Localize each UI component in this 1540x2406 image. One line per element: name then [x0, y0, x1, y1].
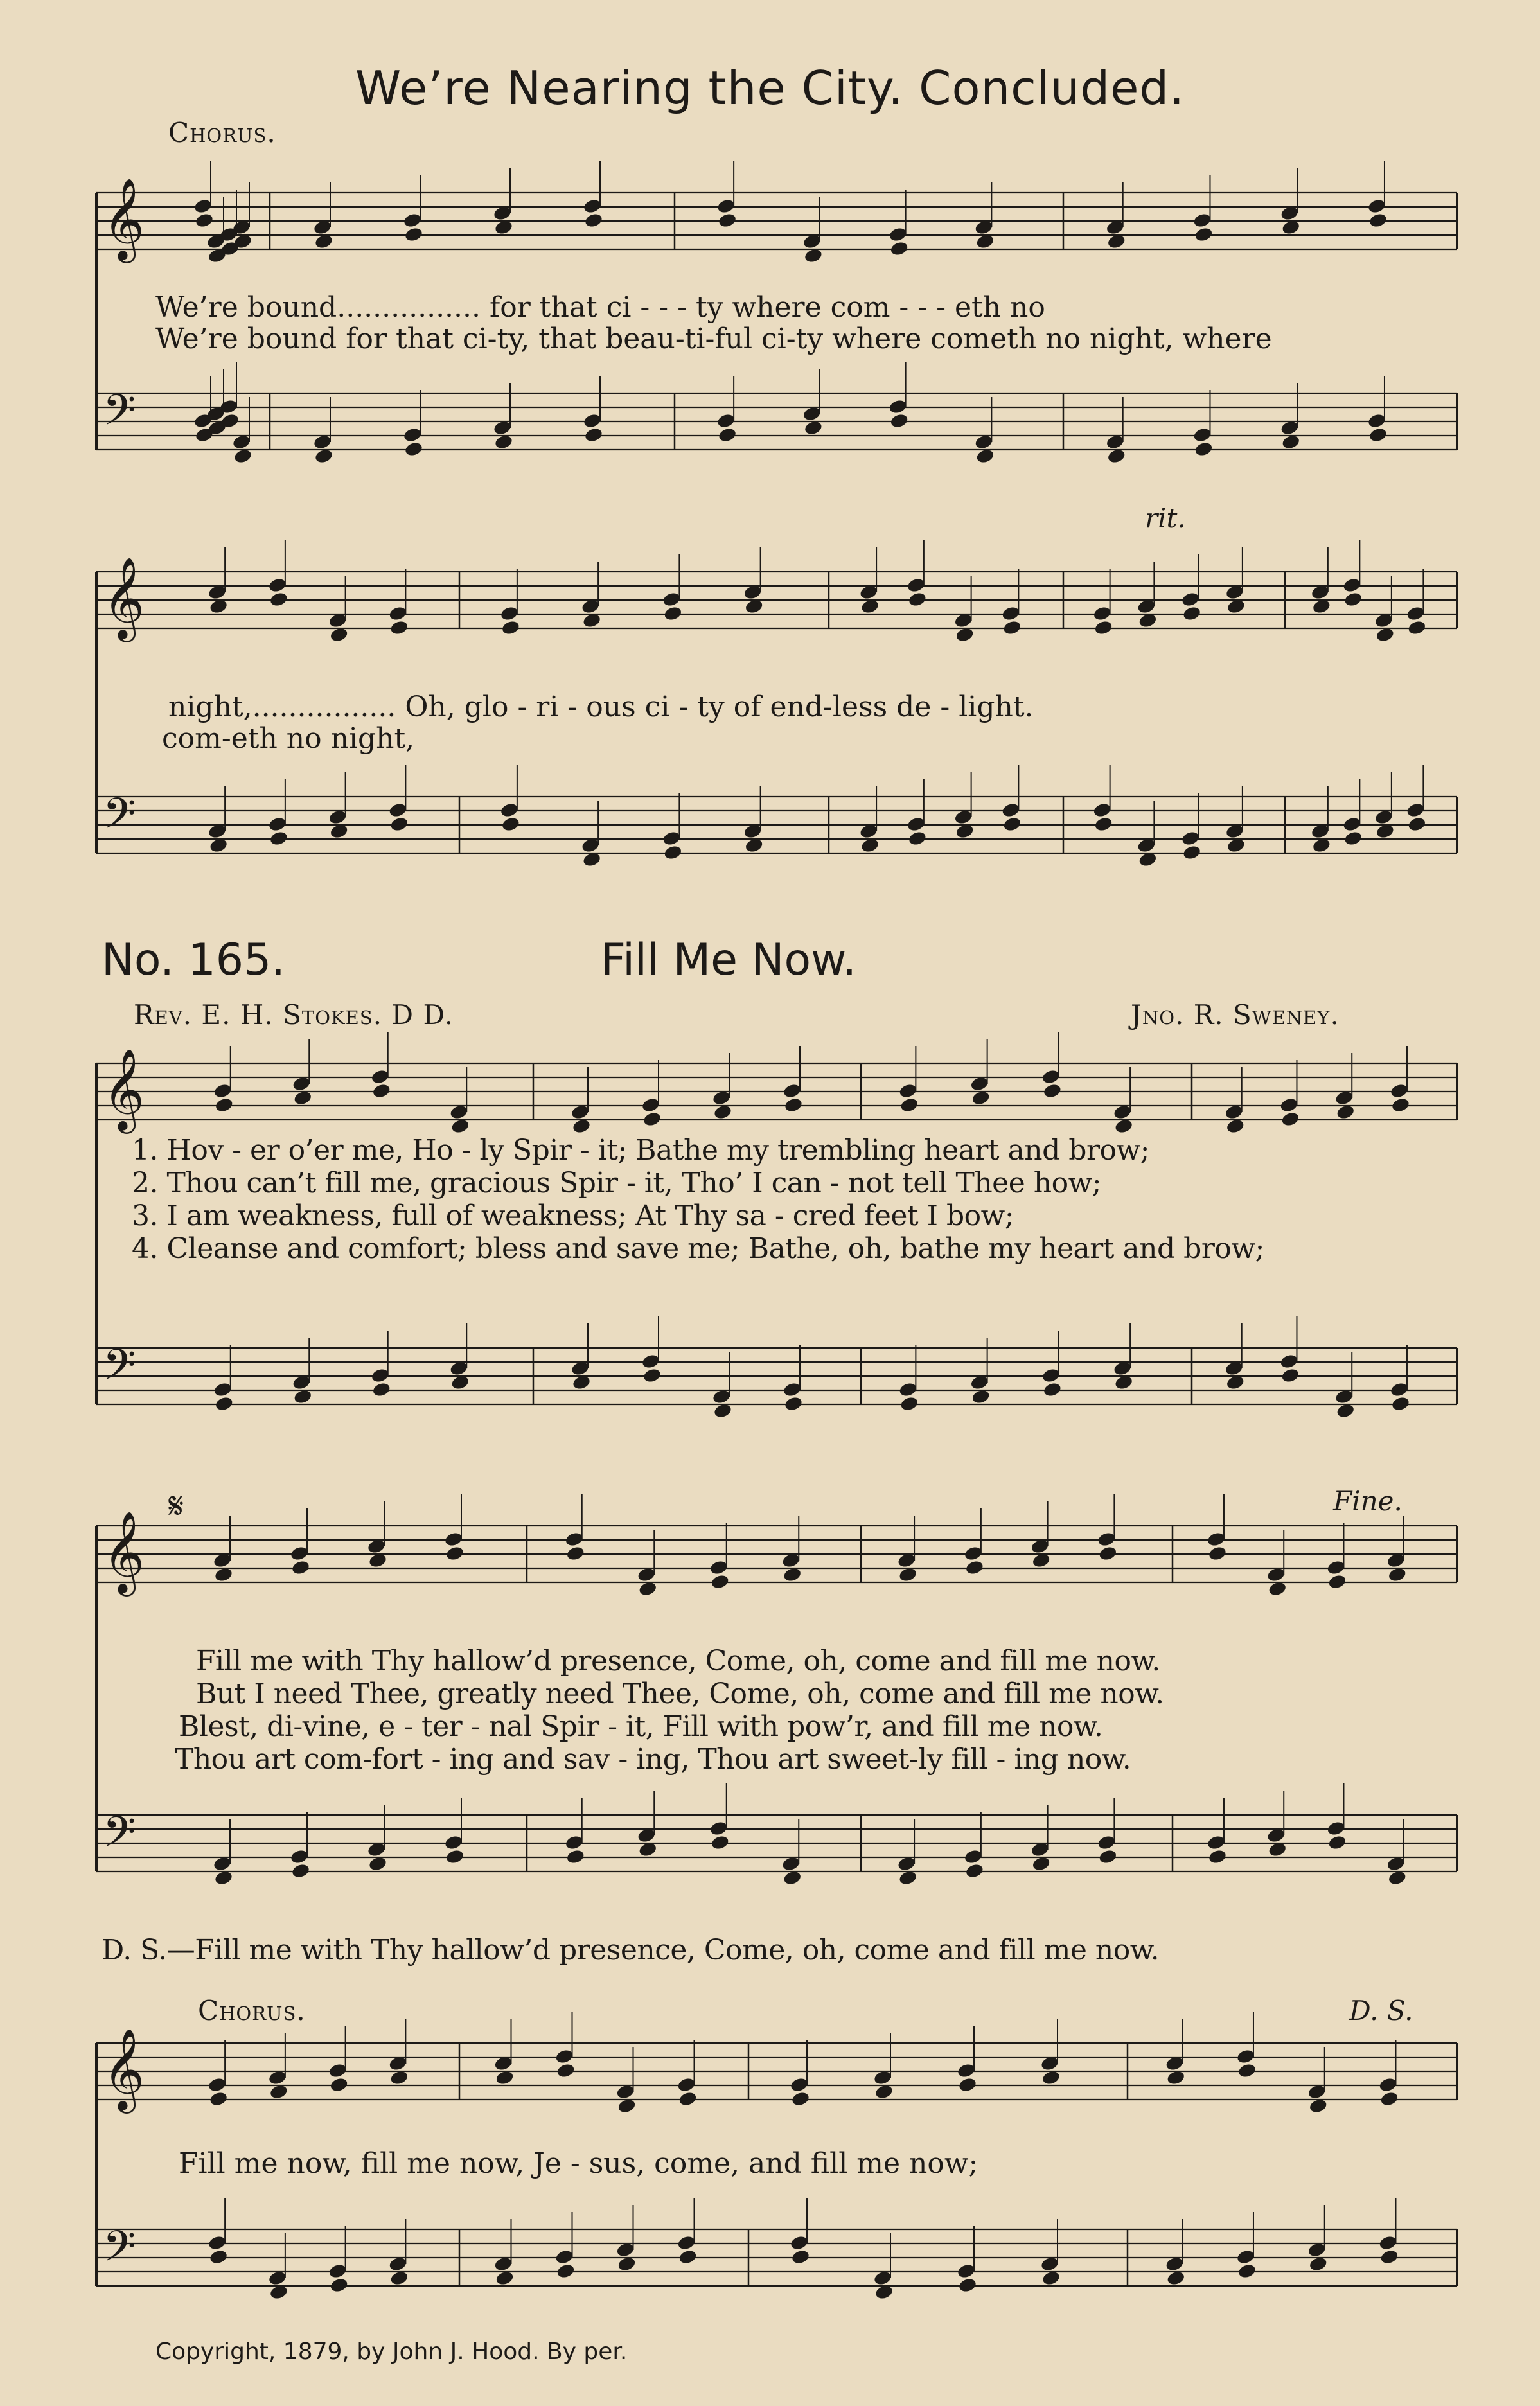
- notehead: [898, 1083, 918, 1099]
- notehead: [290, 1545, 310, 1562]
- notehead: [784, 1395, 804, 1412]
- notehead: [964, 1848, 984, 1865]
- notehead: [269, 591, 289, 608]
- notehead: [1097, 1834, 1117, 1851]
- notehead: [564, 1834, 584, 1851]
- notehead: [783, 1083, 802, 1099]
- notehead: [370, 1367, 390, 1384]
- notehead: [1327, 1573, 1347, 1590]
- notehead: [1367, 412, 1387, 429]
- notehead: [556, 2263, 576, 2279]
- notehead: [388, 605, 408, 622]
- notehead: [710, 1834, 730, 1851]
- verse-line-4: 4. Cleanse and comfort; bless and save me; Bathe, oh, bathe my heart and brow;: [132, 1232, 1264, 1265]
- notehead: [208, 2234, 227, 2251]
- notehead: [565, 1545, 585, 1562]
- notehead: [888, 398, 908, 415]
- notehead: [642, 1367, 662, 1384]
- notehead: [583, 198, 603, 215]
- notehead: [1327, 1834, 1347, 1851]
- notehead: [907, 816, 926, 833]
- notehead: [209, 2091, 229, 2107]
- refrain-line-2: But I need Thee, greatly need Thee, Come, oh, come and fill me now.: [196, 1677, 1164, 1710]
- notehead: [389, 619, 409, 636]
- notehead: [908, 591, 928, 608]
- notehead: [957, 2062, 977, 2079]
- bass-clef-icon: 𝄢: [103, 385, 136, 445]
- notehead: [1391, 1097, 1411, 1113]
- notehead: [1326, 1559, 1346, 1576]
- notehead: [556, 2062, 576, 2079]
- verse-line-2: 2. Thou can’t fill me, gracious Spir - it, Tho’ I can - not tell Thee how;: [132, 1167, 1102, 1199]
- notehead: [404, 226, 424, 243]
- notehead: [1093, 619, 1113, 636]
- notehead: [899, 1097, 919, 1113]
- bass-clef-icon: 𝄢: [103, 789, 136, 849]
- notehead: [1368, 212, 1388, 229]
- notehead: [1406, 605, 1426, 622]
- notehead: [445, 1848, 465, 1865]
- notehead: [1378, 2234, 1398, 2251]
- bass-clef-icon: 𝄢: [103, 2222, 136, 2281]
- notehead: [642, 1111, 662, 1128]
- notehead: [1001, 605, 1021, 622]
- notehead: [214, 1395, 234, 1412]
- notehead: [584, 212, 604, 229]
- notehead: [888, 226, 908, 243]
- notehead: [1043, 1083, 1063, 1099]
- notehead: [1390, 1381, 1410, 1398]
- notehead: [1367, 198, 1387, 215]
- notehead: [445, 1545, 465, 1562]
- notehead: [370, 1068, 390, 1085]
- notehead: [583, 412, 603, 429]
- notehead: [791, 2091, 811, 2107]
- notehead: [964, 1545, 984, 1562]
- notehead: [1379, 2091, 1399, 2107]
- copyright-notice: Copyright, 1879, by John J. Hood. By per.: [155, 2339, 628, 2365]
- notehead: [1390, 1083, 1410, 1099]
- notehead: [329, 2076, 349, 2093]
- notehead: [958, 2076, 978, 2093]
- notehead: [1208, 1848, 1228, 1865]
- notehead: [1194, 226, 1214, 243]
- notehead: [328, 2263, 348, 2279]
- notehead: [565, 1848, 585, 1865]
- notehead: [678, 2091, 698, 2107]
- notehead: [1182, 844, 1202, 861]
- notehead: [1207, 1834, 1226, 1851]
- chorus-lyrics: Fill me now, fill me now, Je - sus, come, and fill me now;: [179, 2147, 978, 2180]
- notehead: [1181, 591, 1201, 608]
- segno-mark: 𝄋: [168, 1485, 184, 1527]
- notehead: [501, 619, 521, 636]
- hymn-title: Fill Me Now.: [601, 935, 857, 986]
- notehead: [564, 1531, 584, 1548]
- notehead: [663, 844, 683, 861]
- notehead: [965, 1559, 985, 1576]
- notehead: [957, 2263, 977, 2279]
- treble-clef-icon: 𝄞: [103, 177, 145, 260]
- notehead: [269, 830, 289, 847]
- notehead: [791, 2249, 811, 2265]
- treble-clef-icon: 𝄞: [103, 1510, 145, 1593]
- notehead: [1368, 427, 1388, 443]
- notehead: [958, 2277, 978, 2294]
- notehead: [1279, 1097, 1299, 1113]
- notehead: [1342, 816, 1362, 833]
- notehead: [1237, 2062, 1257, 2079]
- notehead: [709, 1820, 729, 1837]
- verse-line-1: 1. Hov - er o’er me, Ho - ly Spir - it; Bathe my trembling heart and brow;: [132, 1134, 1149, 1167]
- notehead: [1326, 1820, 1346, 1837]
- author-credit: Rev. E. H. Stokes. D D.: [134, 999, 454, 1031]
- notehead: [898, 1381, 918, 1398]
- notehead: [1236, 2249, 1256, 2265]
- notehead: [1093, 816, 1113, 833]
- notehead: [1237, 2263, 1257, 2279]
- treble-clef-icon: 𝄞: [103, 1048, 145, 1130]
- refrain-line-1: Fill me with Thy hallow’d presence, Come, oh, come and fill me now.: [196, 1645, 1160, 1677]
- notehead: [1041, 1068, 1061, 1085]
- notehead: [1098, 1848, 1118, 1865]
- notehead: [899, 1395, 919, 1412]
- notehead: [716, 412, 736, 429]
- lyric-line-2b: com-eth no night,: [162, 722, 415, 755]
- notehead: [677, 2076, 696, 2093]
- notehead: [554, 2048, 574, 2065]
- notehead: [1192, 212, 1212, 229]
- notehead: [371, 1381, 391, 1398]
- notehead: [329, 2277, 349, 2294]
- notehead: [1002, 619, 1022, 636]
- notehead: [1208, 1545, 1228, 1562]
- notehead: [193, 198, 213, 215]
- notehead: [1342, 577, 1362, 594]
- hymn-number: No. 165.: [102, 935, 285, 986]
- notehead: [677, 2234, 696, 2251]
- notehead: [907, 577, 926, 594]
- notehead: [268, 577, 288, 594]
- chorus-label-2: Chorus.: [198, 1995, 306, 2026]
- notehead: [501, 816, 521, 833]
- notehead: [1192, 427, 1212, 443]
- notehead: [371, 1083, 391, 1099]
- notehead: [213, 1083, 233, 1099]
- notehead: [1407, 619, 1427, 636]
- notehead: [718, 212, 738, 229]
- notehead: [328, 2062, 348, 2079]
- composer-credit: Jno. R. Sweney.: [1131, 999, 1340, 1031]
- notehead: [889, 412, 909, 429]
- notehead: [1280, 1111, 1300, 1128]
- bass-clef-icon: 𝄢: [103, 1340, 136, 1400]
- notehead: [1182, 605, 1202, 622]
- ritardando-mark: rit.: [1145, 502, 1186, 534]
- notehead: [663, 605, 683, 622]
- notehead: [1391, 1395, 1411, 1412]
- notehead: [209, 2249, 229, 2265]
- notehead: [1098, 1545, 1118, 1562]
- notehead: [268, 816, 288, 833]
- notehead: [403, 427, 423, 443]
- refrain-line-4: Thou art com-fort - ing and sav - ing, Thou art sweet-ly fill - ing now.: [175, 1743, 1131, 1776]
- notehead: [1092, 802, 1112, 818]
- notehead: [291, 1559, 311, 1576]
- notehead: [1406, 802, 1426, 818]
- refrain-line-3: Blest, di-vine, e - ter - nal Spir - it, Fill with pow’r, and fill me now.: [179, 1710, 1103, 1743]
- notehead: [389, 816, 409, 833]
- notehead: [1378, 2076, 1398, 2093]
- verse-line-3: 3. I am weakness, full of weakness; At Thy sa - cred feet I bow;: [132, 1199, 1014, 1232]
- notehead: [1194, 441, 1214, 457]
- lyric-line-2a: night,................ Oh, glo - ri - ous ci - ty of end-less de - light.: [168, 691, 1034, 723]
- lyric-line-1a: We’re bound................ for that ci - - - ty where com - - - eth no: [155, 291, 1045, 324]
- notehead: [1343, 591, 1363, 608]
- treble-clef-icon: 𝄞: [103, 2028, 145, 2110]
- notehead: [1097, 1531, 1117, 1548]
- notehead: [908, 830, 928, 847]
- notehead: [1092, 605, 1112, 622]
- notehead: [641, 1097, 661, 1113]
- notehead: [1279, 1353, 1299, 1370]
- notehead: [1379, 2249, 1399, 2265]
- notehead: [1001, 802, 1021, 818]
- notehead: [662, 591, 682, 608]
- notehead: [1041, 1367, 1061, 1384]
- notehead: [500, 605, 520, 622]
- treble-clef-icon: 𝄞: [103, 556, 145, 639]
- notehead: [291, 1862, 311, 1879]
- notehead: [1407, 816, 1427, 833]
- notehead: [554, 2249, 574, 2265]
- notehead: [662, 830, 682, 847]
- notehead: [404, 441, 424, 457]
- notehead: [584, 427, 604, 443]
- notehead: [403, 212, 423, 229]
- notehead: [444, 1531, 464, 1548]
- notehead: [783, 1381, 802, 1398]
- notehead: [195, 212, 215, 229]
- notehead: [388, 802, 408, 818]
- notehead: [1343, 830, 1363, 847]
- page-title: We’re Nearing the City. Concluded.: [355, 61, 1185, 115]
- notehead: [1002, 816, 1022, 833]
- notehead: [1043, 1381, 1063, 1398]
- notehead: [208, 2076, 227, 2093]
- da-capo-line: D. S.—Fill me with Thy hallow’d presence, Come, oh, come and fill me now.: [102, 1934, 1160, 1967]
- notehead: [965, 1862, 985, 1879]
- ds-mark: D. S.: [1349, 1995, 1413, 2026]
- notehead: [709, 1559, 729, 1576]
- bass-clef-icon: 𝄢: [103, 1807, 136, 1867]
- notehead: [790, 2234, 810, 2251]
- notehead: [790, 2076, 810, 2093]
- chorus-label: Chorus.: [168, 117, 276, 148]
- notehead: [678, 2249, 698, 2265]
- notehead: [290, 1848, 310, 1865]
- notehead: [889, 240, 909, 257]
- notehead: [718, 427, 738, 443]
- notehead: [1181, 830, 1201, 847]
- notehead: [500, 802, 520, 818]
- notehead: [1280, 1367, 1300, 1384]
- lyric-line-1b: We’re bound for that ci-ty, that beau-ti-ful ci-ty where cometh no night, where: [155, 323, 1272, 355]
- notehead: [214, 1097, 234, 1113]
- notehead: [784, 1097, 804, 1113]
- notehead: [1236, 2048, 1256, 2065]
- notehead: [213, 1381, 233, 1398]
- notehead: [1207, 1531, 1226, 1548]
- notehead: [710, 1573, 730, 1590]
- notehead: [444, 1834, 464, 1851]
- fine-mark: Fine.: [1333, 1485, 1403, 1517]
- notehead: [641, 1353, 661, 1370]
- notehead: [716, 198, 736, 215]
